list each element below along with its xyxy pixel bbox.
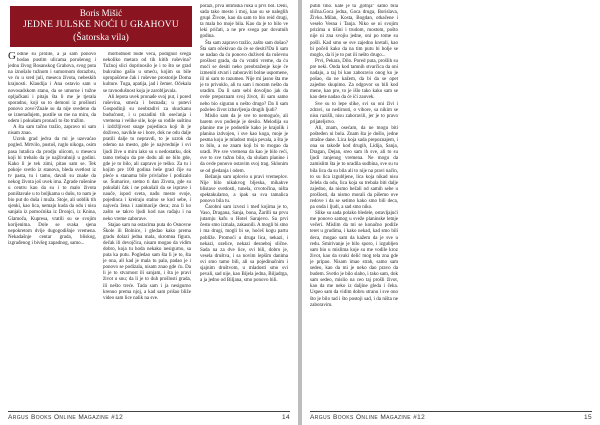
- story-title-box: [10, 6, 192, 47]
- paragraph: Uzrok grad jedva da mi je uzevaćao pogled. Mrtvilo, pustoš, ruglo nikoga, osim pasa lutalica da prodju ulicom, u mesecu koji bi trebalo da je najživahniji u godini. Kako li je tek zimi, pitao sam se. Tek pokoje svetlo iz stanova, bleda svetlost iz tv pasta, tu i tamo, davali su znake da nekog života još uvek ima. Zgrade rušenine u centru kao da su i to malo života poništavale u to boljkama u dušu, to nam je bio put do duša i muža. Stoje, ali uoblik tih sjenki, kao lica, nemaju kuda da odu i nisu sanjala iz pomoćnika iz Dronjci, iz Knina, Glamoča, Kupresa, vratili su se svojim korijenima. Dole se svaka sjena nepokretom dvije dugogodišnje vremena. Nekadašnje centar grada, bliskog, izgrađenog i bivšeg zapadnog, samo...: [8, 137, 96, 246]
- drop-cap: G: [8, 52, 16, 62]
- paragraph: putili tiho. kale je ta ,gotnja" samo bila slična.Goca jedna, Goca druga, Borislava, Živko..Milan, Kosta, Bogdan, otkačene i veselo Vesna i Tanja. Niko se ni svojim prizima u tišini i trudom, mostom, pošto nije ni zna svojiu jedne, oni po tome su pošli. Kad smo se sve zajedno kretali, kao bi počeli kako da na tim putu bi bolje se moglo, da li je to put ili nešto drugo...: [310, 4, 398, 58]
- right-page: [302, 0, 600, 425]
- paragraph: Mislio sam da je sve to nemoguće, ali barem ovo pođenje je desilo. Melodija su planine me je podsetile kako je krajolik i planina izdvojen, i sve kao koga, moje je pesma koju je mladost moja pevala, a šta je to bilo, a ne znam koji bi to mogao da uradi. Pre sve vremena da kao je bilo reći, sve to sve tužno bilo, da slušam planine i da ovde ponovo ostavim svoj trag. Sklonim se od gledanja i odem.: [200, 113, 288, 174]
- paragraph: Stajao sam na ostacima puta do Osnovne Škole ili Bolnice, i gledao kako prema gradu dolazi jedna mala, skromna figura, dečak ili devojčica, nisam mogao da vidim dobro, koja tu hoda nekako nesigurno, sa puta ka putu. Pogledao sam šta li je to, šta je ona, ali kad je mala tu pala, padao je i ponovo se podizala, nisam znao gde ću. Da li je to stvarnost ili sanjam, i šta je pravi život u snu; da li je to duh prošlosti grada, ili nešto treće. Tada sam i ja nesigurno krenuo prema njoj, a kad sam prišao bliže video sam lice nalik na sve.: [103, 222, 191, 301]
- paragraph: Ali, znam, osećam, da ne mogu biti pošteđen ni bola. Znam šta je došlo, jedne strašne dane. Lica koja sada prepoznajem, i ona su takođe kod drugih, Lidija, Sanja, Dragan, Dejan, sreo sam ih sve, ali to su ljudi ranjenog vremena. Ne mogu da zamislim šta je to uradila sudbina, sve su tu bila lica da su bila ali to nije na pravi način, to su lica izgubljene, lica koja nikad nisu želela da odu, lica koja su trebala biti dalje zajedno, da nismo bežali od samih sebe u prošlosti, da nismo morali da pišemo ove redove i da se setimo kako smo bili deca, pa onda i ljudi, a sad smo niko.: [310, 125, 398, 211]
- paragraph: Slike su sada polako bledele, ostavljajući me ponovo samog u sveže planinske letnje večeri. Mislim da mi se konačno podiže teret u grudima, i kako nekad, kad smo bili deca, mogao sam da kažem da je sve u redu. Smirivanje je bilo sporo, i izgubljen sam bio u mislima koje su me vodile kroz život, kao da svaki delić mog tela zna gde je pripao. Nisam imao strah, samo sam sedeo, kao da mi je neko dao pravo da budem. Svetlo je bilo slabo, i tako sam, dok sam sedeo, mislio na ceo taj prošli život, kao da me neko iz daljine gleda i čeka. Uspeo sam da vidim dobru stranu i sve ono što je bilo tad i što postoji sad, i da ništa ne zaboravim.: [310, 211, 398, 308]
- paragraph: Čarobni sam izvezi i međ kojima je to, Vaso, Dragana, Sanja, bona, Žarilli na prvu jutarnju kafu u Hotel Sarajevo. Sa prvi često smo izmala, zakasnili. A mogli bi smo i ma drugi, mogli bi se, hoćeš kogu partu pobliže. Promoći u druga lica, nekazi, i nekazi, ozelice, nekazi desneboj slične. Sada na za dve lice, svi bili, dobro je, vesela društva, i sa novim lepšim danima svi smo tamo bili, ali sa pojedinačnim i sjajnim društvom, u mladosti smo svi pevali, sad nije, kao Bijela jedna, Biljadrga, a ja jedno od Biljana, smo ponovo bili.: [200, 205, 288, 284]
- right-page-column-1: [310, 4, 398, 407]
- paragraph: Sve su to lepe slike, svi su oni živi i zdravi, su nedirnuti, o vihore, sa nikim se nisu razišli, nisu zaboravili, jer je to pravo prijateljstvo.: [310, 101, 398, 125]
- page-number: 15: [583, 414, 592, 421]
- story-author: Boris Mišić: [79, 8, 123, 18]
- paragraph: Ali lepota uvek pronađe svoj put, i pored ruševina, smeća i beznađa; u puteví Gospodinji su neobradivi za skuckanu budućnost, i u pozadini tih osećanja i vremena i velike sile, koje su rodile suštinu i izdržljivost snage pojedinca koji ih je doživeo, navikle se i bore, dok ne odu dalje pratili dalje tu nepravdi, to je uzrok da odemo na mesto, gde je najvrednije i svi ljudi žive u miru iako su u nedostatku, dok tamo trebaju da pre dodu ali ne bilo gde, gde je to bilo, ali zapravo je teško. Za tu i kojim pre 100 godina beše grad čije su pleće u stanama bile privlačne i podizalo se. Šumarice, sretno ti dan Zivota, gde su pokušali čak i ne pokušali da se isprave i nauče, ispod sveta, nađu mesto svoje, pojedinca i kreiraju stalno se kod sebe, i najveća žena i zanimacije deca; zna li ko zašto se takvo ljudi kod nas rađaju i na neko vreme zaborave.: [103, 94, 191, 222]
- right-page-footer: [310, 411, 592, 423]
- paragraph: A šta sam tačno tražio, zapravo ni sam nisam znao.: [8, 125, 96, 137]
- paragraph: porazi, prva intimska ruka u prvi bol. Deni, sada tako mesto i moj, kao su se naleglih grupi Živote, kao da sam to bio reid drugi, ta mala bo moje bila. Kao da je to bilo ve leki pričati, a ne pre svega par dovatnih godina.: [200, 4, 288, 40]
- story-title: JEDNE JULSKE NOĆI U GRAHOVU: [23, 20, 179, 30]
- story-subtitle: (Šatorska vila): [73, 33, 129, 43]
- paragraph: Šta sam zapravo tražio, zašto sam došao?Šta sam očekivao da će se desiti?Da li sam se nadao da ću ponovo doživeti da ruševnu prošlost grada, da ću vratiti vreme, da ću moći se desiti neko preobraženje koje će izmeniti stvari i zaboraviti bolne uspomene, ili ni sam to razumeo. Nije mi jasno šta me je to privuklo, ali tu sam i moram nešto da uradim. Da li sam sebi dovoljno jak da ovde prepoznam svoj život, ili sam samo nebo bio siguran u nešto drugo? Da li sam poželeo život izbavljenja drugih ljudi?: [200, 40, 288, 113]
- magazine-name: Argus Books Online Magazine #12: [8, 414, 124, 421]
- paragraph: morbidnost bude veća, podignut svega nekoliko metara od tih kitih ruševina?Tužnoj slici doprinosilo je i to što se grad bukvalno gašio u smeću, kojim su bile upropašćene čak i ruševne prostorije Doma kulture. Tuga, apatija, jad i čemer. Očekala se ravnodušnost koja je zarobljavala.: [103, 52, 191, 94]
- paragraph: Prvi, Pekara, Dilo. Pored puta, prošlih su pre neki. Onda kod tamnih stvarčica da oni nadaju, a taj bi kao zaboravio onog ko je pošao, da ne kažem, da bi da se opet zajedno skupimo. Za odgovor su bili kod mene, kao pre, to je išlo tako kako sam se kao dete nadao da će ići zauvek.: [310, 58, 398, 101]
- left-page: [0, 0, 298, 425]
- paragraph: Godine su prolile, a ja sam ponovo hodao pustim ulicama porušenog i jednu živog Bosanskog Grahova, svog puta na iznošalo tužnom i sumornom dorazbru, ve ću u sred juli, meseca žívota, nebeskih krajnosti. Klaudija i Ana ostavio sam u novosadskom stanu, da se umorne i tužne opljačkani i pitaju šta li me je tjerala sporadno, koji su to demoni iz prošlosti ponovo zove?Znale su da nije svedeno da se iznenađujem, pustile su me na miru, da odem i pokušam pronaći to što tražim.: [8, 52, 96, 125]
- paragraph: Bežanju sam uplovio u pravi vremeplov. Nije bilo nikakvog bljeska, mikakve blistave svetlosti, tunela, crvotočina, ništa spektakularno, a ipak sa sva tamalica ponovo bila tu.: [200, 174, 288, 204]
- left-page-column-1: [8, 52, 96, 407]
- left-page-footer: [8, 411, 290, 423]
- magazine-name: Argus Books Online Magazine #12: [310, 414, 426, 421]
- left-page-column-2: [103, 52, 191, 407]
- left-page-column-3: [200, 4, 288, 407]
- page-number: 14: [281, 414, 290, 421]
